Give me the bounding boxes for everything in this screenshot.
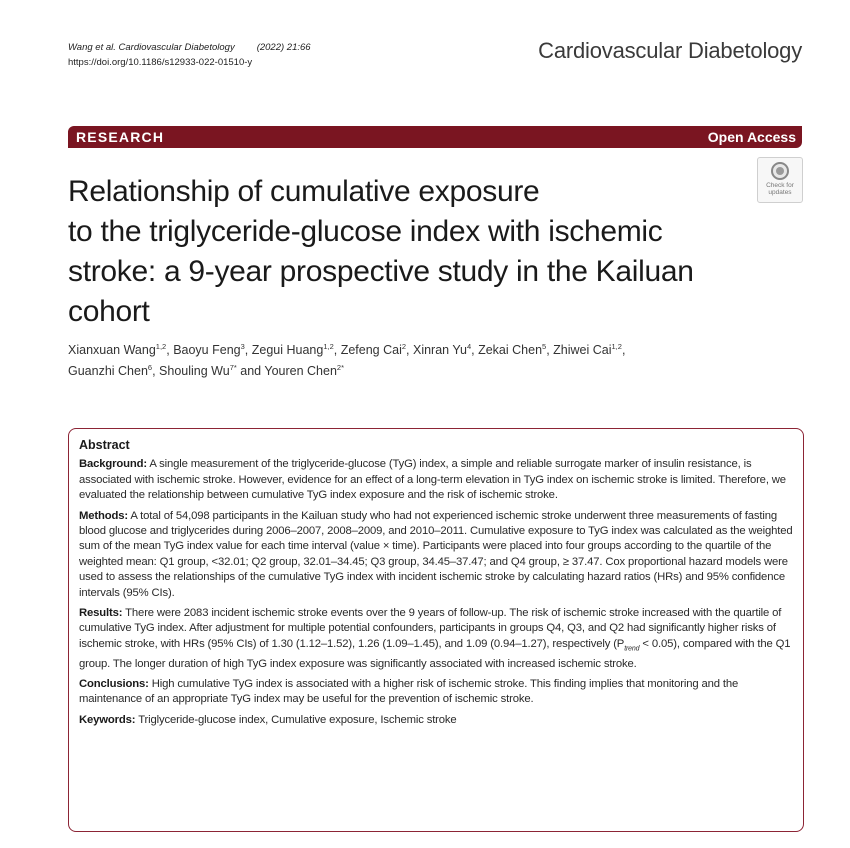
conclusions-label: Conclusions: xyxy=(79,677,149,690)
results-text-continued: < 0.05), compared with the Q1 group. The longer duration of high TyG index exposure was significantly associated with increased ischemic stroke. xyxy=(79,637,791,670)
title-line: stroke: a 9-year prospective study in the Kailuan xyxy=(68,255,694,288)
author[interactable]: Youren Chen$^{2*}$ xyxy=(264,363,344,378)
author[interactable]: Xinran Yu$^4$ xyxy=(412,342,472,357)
author[interactable]: Xianxuan Wang$^{1,2}$ xyxy=(68,342,167,357)
check-updates-text: Check for updates xyxy=(766,182,794,196)
doi-link[interactable]: https://doi.org/10.1186/s12933-022-01510-y xyxy=(68,57,253,68)
article-title xyxy=(68,172,768,332)
author[interactable]: Zhiwei Cai$^{1,2}$ xyxy=(553,342,622,357)
journal-name: Cardiovascular Diabetology xyxy=(538,38,802,63)
citation-block xyxy=(68,40,311,70)
methods-label: Methods: xyxy=(79,509,129,522)
abstract-box xyxy=(68,428,804,832)
keywords-text: Triglyceride-glucose index, Cumulative exposure, Ischemic stroke xyxy=(138,713,457,726)
author[interactable]: Zegui Huang$^{1,2}$ xyxy=(251,342,334,357)
abstract-background xyxy=(79,457,793,503)
title-line: cohort xyxy=(68,295,150,328)
article-type-label: RESEARCH xyxy=(76,129,165,145)
author[interactable]: Shouling $Wu^{7*}$ xyxy=(159,363,237,378)
author[interactable]: Zefeng Cai$^2$ xyxy=(340,342,407,357)
abstract-heading: Abstract xyxy=(79,438,130,452)
methods-text: A total of 54,098 participants in the Kailuan study who had not experienced ischemic stroke underwent three measurements of fasting blood glucose and triglycerides during 2006–2007, 2008–2009, and 2010–2011. Cumulative exposure to TyG index was calculated as the weighted sum of the mean TyG index value for each time interval (value × time). Participants were placed into four groups according to the quartile of the weighted mean: Q1 group, <32.01; Q2 group, 32.01–34.45; Q3 group, 34.45–37.47; and Q4 group, ≥ 37.47. Cox proportional hazard models were used to assess the relationships of the cumulative TyG index with incident ischemic stroke by calculating hazard ratios (HRs) and 95% confidence intervals (95% CIs). xyxy=(79,509,793,599)
background-text: A single measurement of the triglyceride-glucose (TyG) index, a simple and reliable surrogate marker of insulin resistance, is associated with ischemic stroke. However, evidence for an effect of a long-term elevation in TyG index on ischemic stroke is limited. Therefore, we evaluated the relationship between cumulative TyG index exposure and the risk of ischemic stroke. xyxy=(79,458,786,502)
abstract-conclusions xyxy=(79,677,793,708)
citation-year-volume: (2022) 21:66 xyxy=(256,42,311,53)
abstract-keywords xyxy=(79,713,793,728)
results-label: Results: xyxy=(79,607,123,620)
citation-line xyxy=(68,40,311,55)
title-line: to the triglyceride-glucose index with ischemic xyxy=(68,215,663,248)
author-list: Xianxuan Wang$^{1,2}$, Baoyu Feng$^3$, Zegui Huang$^{1,2}$, Zefeng Cai$^2$, Xinran Yu$^4$, Zekai Chen$^5$, Zhiwei Cai$^{1,2}$, Guanzhi Chen$^6$, Shouling $Wu^{7*}$ and Youren Chen$^{2*}$ xyxy=(68,342,626,378)
abstract-results xyxy=(79,606,793,672)
article-type-banner xyxy=(68,126,802,148)
open-access-label: Open Access xyxy=(707,129,796,145)
check-for-updates-badge[interactable] xyxy=(757,157,803,203)
keywords-label: Keywords: xyxy=(79,713,136,726)
author[interactable]: Guanzhi Chen$^6$ xyxy=(68,363,153,378)
p-trend-subscript: trend xyxy=(624,645,640,653)
author[interactable]: Baoyu Feng$^3$ xyxy=(173,342,245,357)
title-line: Relationship of cumulative exposure xyxy=(68,175,540,208)
check-updates-icon xyxy=(771,162,789,180)
results-text: There were 2083 incident ischemic stroke events over the 9 years of follow-up. The risk of ischemic stroke increased with the quartile of cumulative TyG index. After adjustment for multiple potential confounders, participants in groups Q4, Q3, and Q2 had significantly higher risks of ischemic stroke, with HRs (95% CIs) of 1.30 (1.12–1.52), 1.26 (1.09–1.45), and 1.09 (0.94–1.27), respectively (P xyxy=(79,607,782,650)
conclusions-text: High cumulative TyG index is associated with a higher risk of ischemic stroke. This finding implies that monitoring and the maintenance of an appropriate TyG index may be useful for the prevention of ischemic stroke. xyxy=(79,677,739,706)
citation-authors-journal: Wang et al. Cardiovascular Diabetology xyxy=(68,42,235,53)
background-label: Background: xyxy=(79,458,148,471)
author[interactable]: Zekai Chen$^5$ xyxy=(478,342,547,357)
abstract-methods xyxy=(79,509,793,601)
